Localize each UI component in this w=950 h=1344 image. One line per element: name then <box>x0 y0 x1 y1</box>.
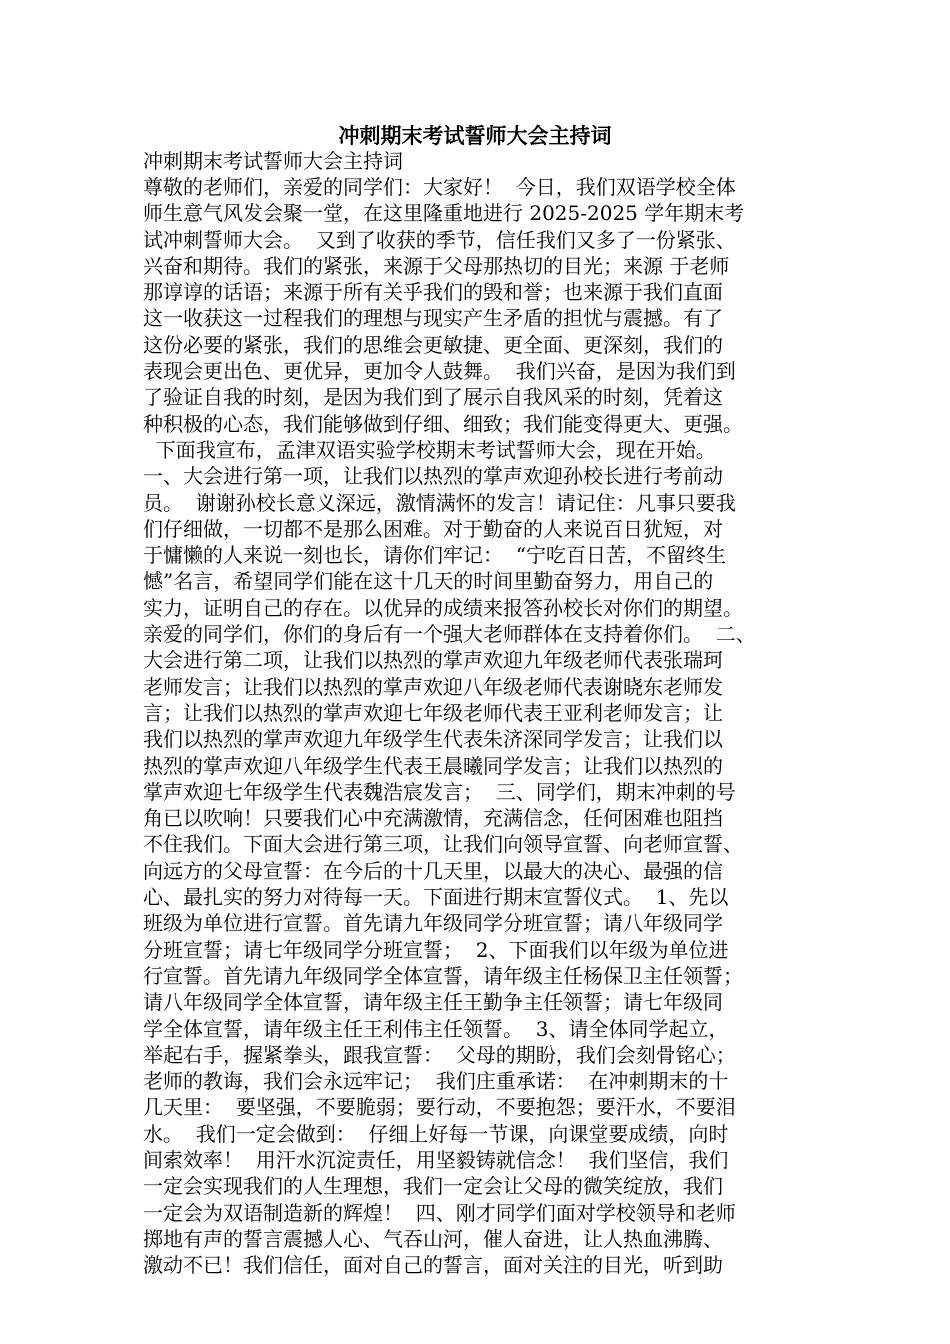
body-text-line: 几天里： 要坚强，不要脆弱；要行动，不要抱怨；要汗水，不要泪 <box>143 1095 736 1120</box>
body-text-line: 一定会为双语制造新的辉煌！ 四、刚才同学们面对学校领导和老师 <box>143 1200 736 1225</box>
body-text-line: 种积极的心态，我们能够做到仔细、细致；我们能变得更大、更强。 <box>143 411 743 436</box>
body-text-line: 请八年级同学全体宣誓，请年级主任王勤争主任领誓；请七年级同 <box>143 990 723 1015</box>
body-text-line: 表现会更出色、更优异，更加令人鼓舞。 我们兴奋，是因为我们到 <box>143 359 736 384</box>
body-text-line: 间索效率！ 用汗水沉淀责任，用坚毅铸就信念！ 我们坚信，我们 <box>143 1147 729 1172</box>
body-text-line: 于慵懒的人来说一刻也长，请你们牢记： “宁吃百日苦，不留终生 <box>143 543 726 568</box>
body-text-line: 向远方的父母宣誓：在今后的十几天里，以最大的决心、最强的信 <box>143 858 723 883</box>
body-text-line: 举起右手，握紧拳头，跟我宣誓： 父母的期盼，我们会刻骨铭心； <box>143 1042 736 1067</box>
document-title: 冲刺期末考试誓师大会主持词 <box>338 123 612 148</box>
body-text-line: 一定会实现我们的人生理想，我们一定会让父母的微笑绽放，我们 <box>143 1174 723 1199</box>
document-body <box>143 174 823 1278</box>
body-text-line: 下面我宣布，孟津双语实验学校期末考试誓师大会，现在开始。 <box>143 437 716 462</box>
body-text-line: 水。 我们一定会做到： 仔细上好每一节课，向课堂要成绩，向时 <box>143 1121 729 1146</box>
body-text-line: 了验证自我的时刻，是因为我们到了展示自我风采的时刻，凭着这 <box>143 385 723 410</box>
body-text-line: 这一收获这一过程我们的理想与现实产生矛盾的担忧与震撼。有了 <box>143 306 723 331</box>
body-text-line: 掌声欢迎七年级学生代表魏浩宸发言； 三、同学们，期末冲刺的号 <box>143 779 736 804</box>
body-text-line: 学全体宣誓，请年级主任王利伟主任领誓。 3、请全体同学起立， <box>143 1016 729 1041</box>
body-text-line: 实力，证明自己的存在。以优异的成绩来报答孙校长对你们的期望。 <box>143 595 743 620</box>
body-text-line: 分班宣誓；请七年级同学分班宣誓； 2、下面我们以年级为单位进 <box>143 937 729 962</box>
document-subtitle: 冲刺期末考试誓师大会主持词 <box>143 149 403 173</box>
body-text-line: 掷地有声的誓言震撼人心、气吞山河，催人奋进，让人热血沸腾、 <box>143 1226 723 1251</box>
body-text-line: 那谆谆的话语；来源于所有关乎我们的毁和誉；也来源于我们直面 <box>143 280 723 305</box>
body-text-line: 憾”名言，希望同学们能在这十几天的时间里勤奋努力，用自己的 <box>143 569 714 594</box>
body-text-line: 一、大会进行第一项，让我们以热烈的掌声欢迎孙校长进行考前动 <box>143 464 723 489</box>
body-text-line: 老师的教诲，我们会永远牢记； 我们庄重承诺： 在冲刺期末的十 <box>143 1069 729 1094</box>
body-text-line: 角已以吹响！只要我们心中充满激情，充满信念，任何困难也阻挡 <box>143 806 723 831</box>
body-text-line: 言；让我们以热烈的掌声欢迎七年级老师代表王亚利老师发言；让 <box>143 700 723 725</box>
body-text-line: 班级为单位进行宣誓。首先请九年级同学分班宣誓；请八年级同学 <box>143 911 723 936</box>
body-text-line: 热烈的掌声欢迎八年级学生代表王晨曦同学发言；让我们以热烈的 <box>143 753 723 778</box>
body-text-line: 大会进行第二项，让我们以热烈的掌声欢迎九年级老师代表张瑞珂 <box>143 648 723 673</box>
body-text-line: 心、最扎实的努力对待每一天。下面进行期末宣誓仪式。 1、先以 <box>143 885 729 910</box>
body-text-line: 我们以热烈的掌声欢迎九年级学生代表朱济深同学发言；让我们以 <box>143 727 723 752</box>
body-text-line: 亲爱的同学们，你们的身后有一个强大老师群体在支持着你们。 二、 <box>143 622 756 647</box>
body-text-line: 行宣誓。首先请九年级同学全体宣誓，请年级主任杨保卫主任领誓； <box>143 963 743 988</box>
body-text-line: 师生意气风发会聚一堂，在这里隆重地进行 2025-2025 学年期末考 <box>143 201 745 226</box>
body-text-line: 兴奋和期待。我们的紧张，来源于父母那热切的目光；来源 于老师 <box>143 253 730 278</box>
body-text-line: 尊敬的老师们，亲爱的同学们：大家好！ 今日，我们双语学校全体 <box>143 175 736 199</box>
body-text-line: 老师发言；让我们以热烈的掌声欢迎八年级老师代表谢晓东老师发 <box>143 674 723 699</box>
body-text-line: 不住我们。下面大会进行第三项，让我们向领导宣誓、向老师宣誓、 <box>143 832 743 857</box>
body-text-line: 这份必要的紧张，我们的思维会更敏捷、更全面、更深刻，我们的 <box>143 332 723 357</box>
body-text-line: 们仔细做，一切都不是那么困难。对于勤奋的人来说百日犹短，对 <box>143 516 723 541</box>
body-text-line: 试冲刺誓师大会。 又到了收获的季节，信任我们又多了一份紧张、 <box>143 227 736 252</box>
body-text-line: 员。 谢谢孙校长意义深远，激情满怀的发言！请记住：凡事只要我 <box>143 490 736 515</box>
body-text-line: 激动不已！我们信任，面对自己的誓言，面对关注的目光，听到助 <box>143 1253 723 1278</box>
